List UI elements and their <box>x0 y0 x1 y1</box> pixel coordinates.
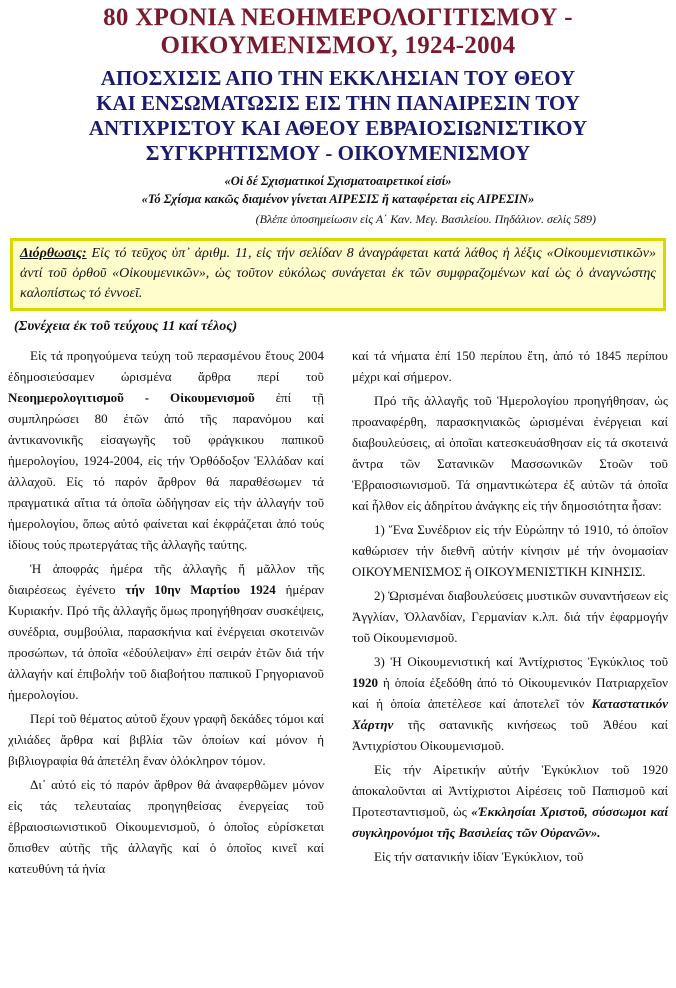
paragraph: 2) Ὡρισμέναι διαβουλεύσεις μυστικῶν συναντήσεων εἰς Ἀγγλίαν, Ὀλλανδίαν, Γερμανίαν κ.λπ. διά τήν ἐφαρμογήν τοῦ Οἰκουμενισμοῦ. <box>352 588 668 645</box>
paragraph: Δι᾽ αὐτό εἰς τό παρόν ἄρθρον θά ἀναφερθῶμεν μόνον εἰς τάς τελευταίας προηγηθείσας ἐνεργείας τοῦ ἑβραιοσιωνιστικοῦ Οἰκουμενισμοῦ, ὁ ὁποῖος εὑρίσκεται ὄπισθεν αὐτῆς τῆς ἀλλαγῆς καί ὁ ὁποῖος κινεῖ καί κατευθύνη τά ἡνία <box>8 777 324 876</box>
paragraph: 1) Ἕνα Συνέδριον εἰς τήν Εὐρώπην τό 1910, τό ὁποῖον καθώρισεν τήν διεθνῆ αὐτήν κίνησιν μέ τήν ὀνομασίαν ΟΙΚΟΥΜΕΝΙΣΜΟΣ ἤ ΟΙΚΟΥΜΕΝΙΣΤΙΚΗ ΚΙΝΗΣΙΣ. <box>352 522 668 579</box>
correction-text: Εἰς τό τεῦχος ὑπ᾽ ἀριθμ. 11, εἰς τήν σελίδαν 8 ἀναγράφεται κατά λάθος ἡ λέξις «Οἰκουμενιστικῶν» ἀντί τοῦ ὀρθοῦ «Οἰκουμενικῶν», ὡς τοῦτον εὐκόλως συνάγεται ἐκ τῶν συμφραζομένων καί ὡς ὁ ἀναγνώστης καλοπίστως τό ἐννοεῖ. <box>20 246 656 301</box>
epigraph-quote-1: «Οἱ δέ Σχισματικοί Σχισματοαιρετικοί εἰσί» <box>224 174 452 188</box>
title-line-2: ΟΙΚΟΥΜΕΝΙΣΜΟΥ, 1924-2004 <box>160 32 516 59</box>
bold-quote: «Ἐκκλησίαι Χριστοῦ, σύσσωμοι καί συγκληρονόμοι τῆς Βασιλείας τῶν Οὐρανῶν». <box>352 804 668 840</box>
left-column <box>8 345 324 879</box>
paragraph <box>352 651 668 756</box>
subtitle-line-1: ΑΠΟΣΧΙΣΙΣ ΑΠΟ ΤΗΝ ΕΚΚΛΗΣΙΑΝ ΤΟΥ ΘΕΟΥ <box>100 66 576 90</box>
subtitle-line-3: ΑΝΤΙΧΡΙΣΤΟΥ ΚΑΙ ΑΘΕΟΥ ΕΒΡΑΙΟΣΙΩΝΙΣΤΙΚΟΥ <box>88 116 588 140</box>
text-run: ἡ ὁποία ἐξεδόθη ἀπό τό Οἰκουμενικόν Πατριαρχεῖον καί ἡ ὁποία ἀπετέλεσε καί ἀποτελεῖ τόν <box>352 675 668 711</box>
article-subtitle <box>10 66 666 166</box>
text-run: Εἰς τά προηγούμενα τεύχη τοῦ περασμένου ἔτους 2004 ἐδημοσιεύσαμεν ὡρισμένα ἄρθρα περί τοῦ <box>8 348 324 384</box>
epigraph-reference: (Βλέπε ὑποσημείωσιν εἰς Α΄ Καν. Μεγ. Βασιλείου. Πηδάλιον. σελίς 589) <box>255 212 596 226</box>
epigraph-quote-2: «Τό Σχίσμα κακῶς διαμένον γίνεται ΑΙΡΕΣΙΣ ἤ καταφέρεται εἰς ΑΙΡΕΣΙΝ» <box>141 192 535 206</box>
paragraph <box>8 558 324 705</box>
text-run: τῆς σατανικῆς κινήσεως τοῦ Ἀθέου καί Ἀντιχρίστου Οἰκουμενισμοῦ. <box>352 717 668 753</box>
correction-notice <box>10 238 666 311</box>
title-line-1: 80 ΧΡΟΝΙΑ ΝΕΟΗΜΕΡΟΛΟΓΙΤΙΣΜΟΥ - <box>103 4 573 31</box>
subtitle-line-2: ΚΑΙ ΕΝΣΩΜΑΤΩΣΙΣ ΕΙΣ ΤΗΝ ΠΑΝΑΙΡΕΣΙΝ ΤΟΥ <box>96 91 580 115</box>
text-run: ἐπί τῇ συμπληρώσει 80 ἐτῶν ἀπό τῆς παρανόμου καί ἀντικανονικῆς εἰσαγωγῆς τοῦ φράγκικου παπικοῦ ἡμερολογίου, 1924-2004, εἰς τήν Ὀρθόδοξον Ἑλλάδαν καί ἀλλαχοῦ. Εἰς τό παρόν ἄρθρον θά παραθέσωμεν τά πραγματικά αἴτια τά ὁποῖα ὡδήγησαν εἰς τήν ἀλλαγήν τοῦ ἡμερολογίου, ὅπως αὐτό φαίνεται καί ἐκφράζεται ἀπό τούς ἰδίους τούς πρωτεργάτας τῆς ἀλλαγῆς ταύτης. <box>8 390 324 552</box>
correction-lead: Διόρθωσις: <box>20 246 87 261</box>
paragraph: Περί τοῦ θέματος αὐτοῦ ἔχουν γραφῆ δεκάδες τόμοι καί χιλιάδες ἄρθρα καί βιβλία τῶν ὁποίων καί μόνον ἡ βιβλιογραφία θά ἀπετέλη ἕναν ὁλόκληρον τόμον. <box>8 711 324 768</box>
paragraph <box>8 345 324 555</box>
article-title <box>8 4 668 60</box>
bold-date: τήν 10ην Μαρτίου 1924 <box>125 582 276 597</box>
document-page <box>0 4 676 988</box>
bold-term: Νεοημερολογιτισμοῦ - Οἰκουμενισμοῦ <box>8 390 255 405</box>
text-run: Ἡ ἀποφράς ἡμέρα τῆς ἀλλαγῆς ἤ μᾶλλον τῆς διαιρέσεως ἐγένετο <box>8 561 324 597</box>
text-run: 3) Ἡ Οἰκουμενιστική καί Ἀντίχριστος Ἐγκύκλιος τοῦ <box>374 654 668 669</box>
right-column <box>352 345 668 879</box>
bold-term: Καταστατικόν Χάρτην <box>352 696 668 732</box>
paragraph <box>352 759 668 843</box>
paragraph: καί τά νήματα ἐπί 150 περίπου ἔτη, ἀπό τό 1845 περίπου μέχρι καί σήμερον. <box>352 348 668 384</box>
text-run: ἡμέραν Κυριακήν. Πρό τῆς ἀλλαγῆς ὅμως προηγήθησαν συσκέψεις, συνέδρια, συμβούλια, παρασκήνια καί ἐνέργειαι σκοτεινῶν προσώπων, τά ὁποῖα «ἐδούλεψαν» ἐπί σειράν ἐτῶν διά τήν ἀλλαγήν καί ἐπιβολήν τοῦ διαβοήτου παπικοῦ Γρηγοριανοῦ ἡμερολογίου. <box>8 582 324 702</box>
paragraph: Πρό τῆς ἀλλαγῆς τοῦ Ἡμερολογίου προηγήθησαν, ὡς προαναφέρθη, παρασκηνιακῶς ὡρισμέναι ἐνέργειαι καί διαβουλεύσεις, αἱ ὁποῖαι κατεσκευάσθησαν εἰς τά σκοτεινά ἄντρα τῶν Σατανικῶν Μασσωνικῶν Στοῶν τοῦ Ἑβραιοσιωνισμοῦ. Τά σημαντικώτερα ἐξ αὐτῶν τά ὁποῖα καί ἦλθον εἰς ἀδηρίτου ἀνάγκης εἰς τήν δημοσιότητα ἦσαν: <box>352 393 668 513</box>
text-run: Εἰς τήν Αἱρετικήν αὐτήν Ἐγκύκλιον τοῦ 1920 ἀποκαλοῦνται αἱ Ἀντίχριστοι Αἱρέσεις τοῦ Παπισμοῦ καί Προτεσταντισμοῦ, ὡς <box>352 762 668 819</box>
continuation-note: (Συνέχεια ἐκ τοῦ τεύχους 11 καί τέλος) <box>14 319 238 334</box>
bold-year: 1920 <box>352 675 378 690</box>
article-body <box>8 345 668 879</box>
paragraph: Εἰς τήν σατανικήν ἰδίαν Ἐγκύκλιον, τοῦ <box>374 849 584 864</box>
subtitle-line-4: ΣΥΓΚΡΗΤΙΣΜΟΥ - ΟΙΚΟΥΜΕΝΙΣΜΟΥ <box>145 141 531 165</box>
